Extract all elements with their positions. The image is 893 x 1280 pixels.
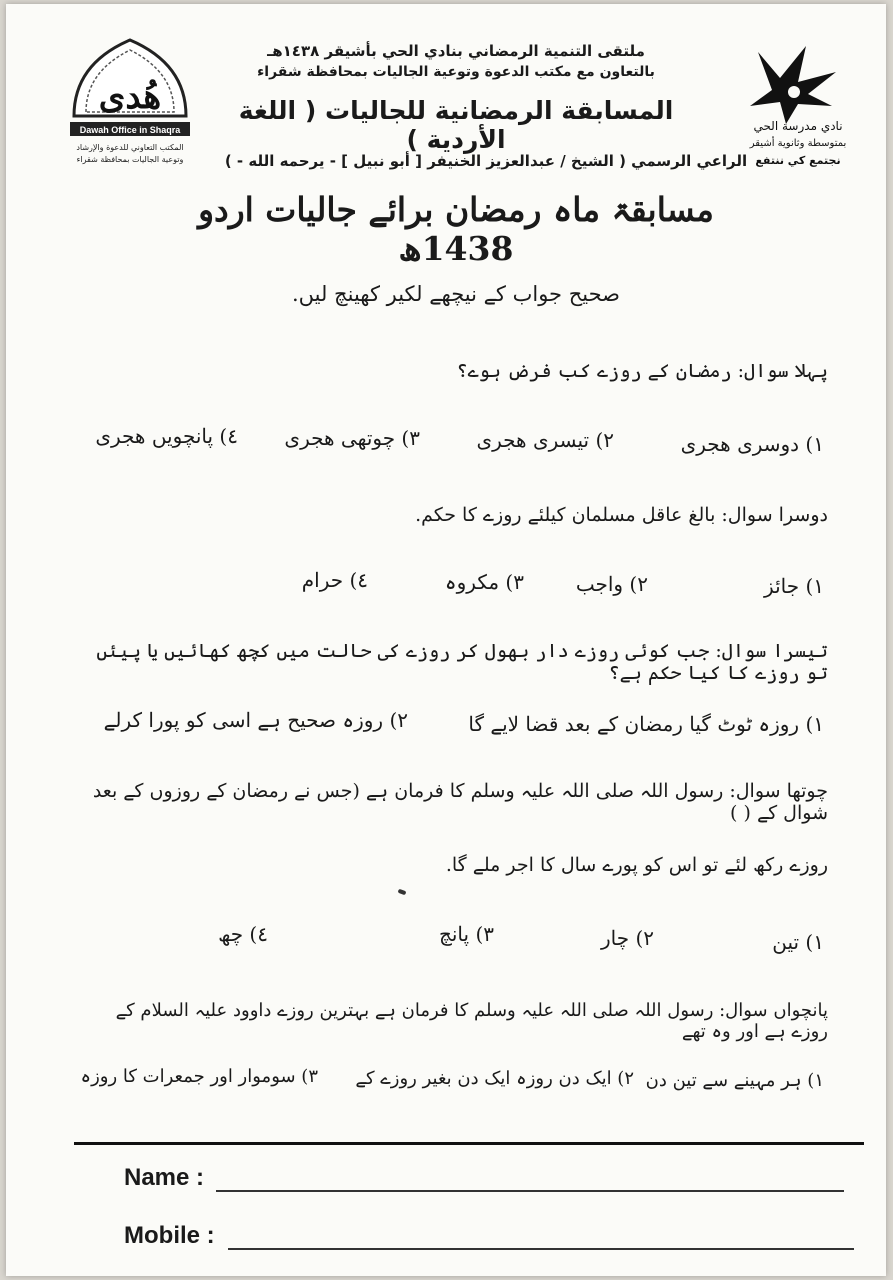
school-club-name: نادي مدرسة الحي	[753, 119, 843, 133]
name-field[interactable]	[216, 1190, 844, 1192]
quiz-sheet	[6, 4, 886, 1276]
huda-logo-emblem	[64, 34, 196, 169]
question-2-option-4[interactable]: ٤) حرام	[301, 568, 368, 592]
question-1-option-3[interactable]: ٣) چوتھی ھجری	[284, 426, 420, 450]
question-2-option-2[interactable]: ٢) واجب	[575, 572, 648, 596]
question-2-option-1[interactable]: ١) جائز	[764, 574, 824, 598]
name-label: Name :	[124, 1164, 205, 1191]
question-5-option-1[interactable]: ١) ہر مہینے سے تین دن	[645, 1070, 824, 1091]
school-club-slogan: نجتمع كي ننتفع	[755, 154, 841, 167]
question-5-option-3[interactable]: ٣) سوموار اور جمعرات کا روزہ	[80, 1066, 318, 1087]
question-5-text: پانچواں سوال: رسول اللہ صلی اللہ علیہ وسلم کا فرمان ہے بہترین روزے داوود علیہ السلام کے روزے ہے اور وہ تھے	[115, 1000, 828, 1042]
question-3-option-1[interactable]: ١) روزہ ٹوٹ گیا رمضان کے بعد قضا لایے گا	[468, 712, 824, 736]
question-2-text: دوسرا سوال: بالغ عاقل مسلمان کیلئے روزے کا حکم.	[415, 504, 828, 526]
huda-logo-caption-1: المكتب التعاوني للدعوة والإرشاد	[76, 143, 184, 152]
question-2-option-3[interactable]: ٣) مکروہ	[444, 570, 524, 594]
question-1-option-4[interactable]: ٤) پانچویں ھجری	[95, 424, 238, 448]
question-1-text: پہلا سوال: رمضان کے روزے کب فرض ہوے؟	[456, 360, 828, 382]
urdu-title: مسابقۃ ماہ رمضان برائے جالیات اردو 1438ھ	[198, 190, 714, 268]
huda-logo-title: هُدى	[98, 77, 162, 117]
question-4-text-continued: روزے رکھ لئے تو اس کو پورے سال کا اجر ملے گا.	[445, 854, 828, 876]
question-5-option-2[interactable]: ٢) ایک دن روزہ ایک دن بغیر روزے کے	[355, 1068, 634, 1089]
question-1-option-2[interactable]: ٢) تیسری ھجری	[476, 428, 614, 452]
mobile-field[interactable]	[228, 1248, 854, 1250]
huda-logo-subtitle: Dawah Office in Shaqra	[79, 125, 181, 135]
huda-logo-caption-2: وتوعية الجاليات بمحافظة شقراء	[76, 155, 184, 164]
footer-divider	[74, 1142, 864, 1145]
instruction: صحیح جواب کے نیچھے لکیر کھینچ لیں.	[291, 282, 620, 306]
org-line-1: ملتقى التنمية الرمضاني بنادي الحي بأشيقر ١٤٣٨هـ	[267, 42, 645, 60]
question-4-option-3[interactable]: ٣) پانچ	[438, 922, 494, 946]
mobile-label: Mobile :	[124, 1222, 215, 1249]
question-4-text: چوتھا سوال: رسول اللہ صلی اللہ علیہ وسلم کا فرمان ہے (جس نے رمضان کے روزوں کے بعد شوال کے ( )	[92, 780, 828, 824]
main-title: المسابقة الرمضانية للجاليات ( اللغة الأردية )	[238, 96, 674, 154]
question-3-text: تیسرا سوال: جب کوئی روزے دار بھول کر روزے کی حالت میں کچھ کھائیں یا پیئں تو روزے کا کیا حکم ہے؟	[96, 640, 828, 684]
question-4-option-2[interactable]: ٢) چار	[600, 926, 654, 950]
huda-logo	[64, 34, 196, 169]
question-4-option-1[interactable]: ١) تین	[772, 930, 824, 954]
question-3-option-2[interactable]: ٢) روزہ صحیح ہے اسی کو پورا کرلے	[103, 708, 408, 732]
school-club-sub: بمتوسطة وثانوية أشيقر	[749, 138, 847, 149]
question-1-option-1[interactable]: ١) دوسری ھجری	[680, 432, 824, 456]
sponsor-line: الراعي الرسمي ( الشيخ / عبدالعزيز الخنيفر [ أبو نبيل ] - يرحمه الله - )	[224, 152, 748, 170]
question-4-option-4[interactable]: ٤) چھ	[218, 922, 268, 946]
ink-speck	[398, 889, 407, 895]
org-line-2: بالتعاون مع مكتب الدعوة وتوعية الجاليات بمحافظة شقراء	[257, 64, 655, 80]
